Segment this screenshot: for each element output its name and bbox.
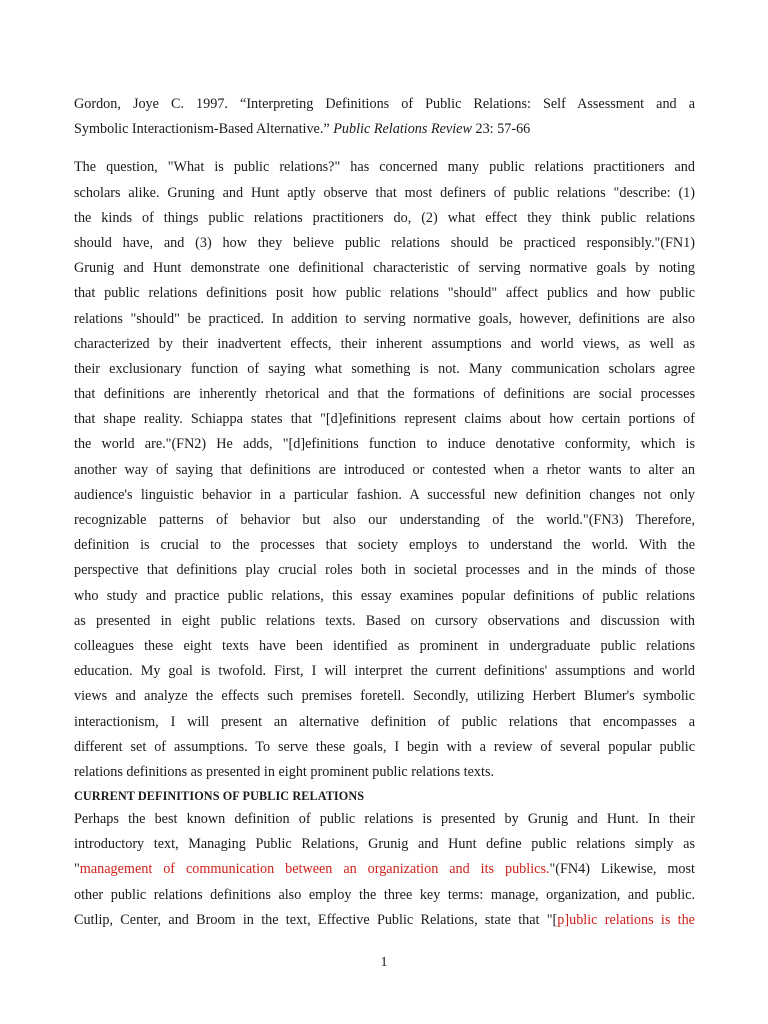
citation-line-2: Symbolic Interactionism-Based Alternative.” Public Relations Review 23: 57-66 [74,121,531,138]
paragraph-line: Grunig and Hunt demonstrate one definitional characteristic of serving normative goals by noting [74,260,695,277]
paragraph-line: Cutlip, Center, and Broom in the text, Effective Public Relations, state that "[p]ublic relations is the [74,911,695,928]
paragraph-line: introductory text, Managing Public Relations, Grunig and Hunt define public relations simply as [74,836,695,853]
paragraph-line: perspective that definitions play crucial roles both in societal processes and in the minds of those [74,562,695,579]
paragraph-line: relations definitions as presented in eight prominent public relations texts. [74,763,495,780]
highlighted-quote: p]ublic relations is the [557,911,695,928]
paragraph-line: characterized by their inadvertent effects, their inherent assumptions and world views, as well as [74,335,695,352]
paragraph-line: definition is crucial to the processes that society employs to understand the world. With the [74,537,695,554]
paragraph-line: as presented in eight public relations texts. Based on cursory observations and discussion with [74,612,695,629]
citation-line-1: Gordon, Joye C. 1997. “Interpreting Definitions of Public Relations: Self Assessment and a [74,96,695,112]
paragraph-line: education. My goal is twofold. First, I will interpret the current definitions' assumptions and world [74,663,695,680]
paragraph-line: recognizable patterns of behavior but also our understanding of the world."(FN3) Therefore, [74,512,695,528]
paragraph-line: "management of communication between an organization and its publics."(FN4) Likewise, most [74,861,695,878]
paragraph-line: that public relations definitions posit how public relations "should" affect publics and how public [74,285,695,302]
page-number: 1 [380,955,388,970]
paragraph-line: relations "should" be practiced. In addition to serving normative goals, however, definitions are also [74,310,695,327]
section-paragraph [74,807,695,933]
paragraph-line: views and analyze the effects such premises foretell. Secondly, utilizing Herbert Blumer's symbolic [74,688,695,705]
paragraph-line: that shape reality. Schiappa states that "[d]efinitions represent claims about how certain portions of [74,411,695,428]
paragraph-line: Perhaps the best known definition of public relations is presented by Grunig and Hunt. In their [74,811,695,828]
paragraph-line: the kinds of things public relations practitioners do, (2) what effect they think public relations [74,209,695,226]
paragraph-line: different set of assumptions. To serve these goals, I begin with a review of several popular public [74,738,695,755]
journal-title: Public Relations Review [333,121,472,138]
intro-paragraph [74,155,695,785]
paragraph-line: colleagues these eight texts have been identified as prominent in undergraduate public relations [74,637,695,654]
paragraph-line: should have, and (3) how they believe public relations should be practiced responsibly."(FN1) [74,234,695,251]
paragraph-gap [74,142,695,155]
highlighted-quote: management of communication between an organization and its publics. [79,861,550,878]
paragraph-line: another way of saying that definitions are introduced or contested when a rhetor wants to alter an [74,461,695,478]
document-page [74,92,695,933]
paragraph-line: scholars alike. Gruning and Hunt aptly observe that most definers of public relations "describe: (1) [74,184,695,201]
paragraph-line: the world are."(FN2) He adds, "[d]efinitions function to induce denotative conformity, which is [74,436,695,453]
paragraph-line: their exclusionary function of saying what something is not. Many communication scholars agree [74,360,695,377]
section-heading: CURRENT DEFINITIONS OF PUBLIC RELATIONS [74,789,365,804]
paragraph-line: audience's linguistic behavior in a particular fashion. A successful new definition changes not only [74,486,695,503]
paragraph-line: who study and practice public relations, this essay examines popular definitions of public relations [74,587,695,604]
paragraph-line: The question, "What is public relations?" has concerned many public relations practitioners and [74,159,695,176]
paragraph-line: that definitions are inherently rhetorical and that the formations of definitions are social processes [74,386,695,403]
paragraph-line: other public relations definitions also employ the three key terms: manage, organization, and public. [74,886,695,903]
paragraph-line: interactionism, I will present an alternative definition of public relations that encompasses a [74,713,695,730]
